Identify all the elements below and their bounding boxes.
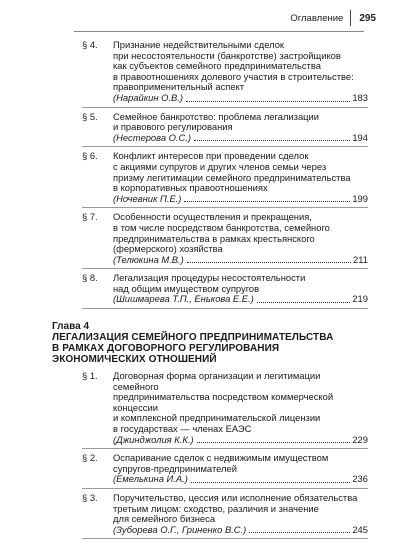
toc-entry[interactable] bbox=[0, 453, 410, 489]
header-section-title: Оглавление bbox=[290, 12, 344, 24]
toc-entry-author: (Шишмарева Т.П., Енькова Е.Е.) bbox=[113, 293, 254, 305]
toc-entry-title: Конфликт интересов при проведении сделок с акциями супругов и других членов семьи через призму легитимации семейного предпринимательства в корпоративных правоотношениях bbox=[113, 150, 351, 194]
toc-entry-number: § 2. bbox=[82, 452, 98, 464]
toc-entry-title: Оспаривание сделок с недвижимым имуществом супругов-предпринимателей bbox=[113, 452, 329, 474]
entry-divider bbox=[82, 308, 368, 309]
toc-entry[interactable] bbox=[0, 493, 410, 539]
toc-entry-author: (Нестерова О.С.) bbox=[113, 131, 192, 143]
dot-leader bbox=[249, 531, 350, 533]
toc-entry-number: § 6. bbox=[82, 150, 98, 162]
toc-entry-number: § 7. bbox=[82, 211, 98, 223]
toc-entry-body bbox=[113, 493, 368, 535]
entry-divider bbox=[82, 448, 368, 449]
toc-list-after bbox=[0, 371, 410, 539]
toc-entry-title: Особенности осуществления и прекращения, в том числе посредством банкротства, семейного предпринимательства в рамках крестьянского (фермерского) хозяйства bbox=[113, 211, 330, 255]
entry-divider bbox=[82, 488, 368, 489]
toc-entry-body bbox=[113, 40, 368, 104]
toc-entry-page: 245 bbox=[352, 523, 368, 535]
toc-entry-author: (Нарайкин О.В.) bbox=[113, 91, 184, 103]
entry-divider bbox=[82, 268, 368, 269]
toc-list-before bbox=[0, 40, 410, 309]
toc-entry-body bbox=[113, 151, 368, 204]
dot-leader bbox=[187, 261, 351, 263]
toc-entry-page: 211 bbox=[353, 253, 368, 265]
toc-entry[interactable] bbox=[0, 212, 410, 269]
toc-entry-body bbox=[113, 212, 368, 265]
dot-leader bbox=[257, 301, 351, 303]
chapter-title: ЛЕГАЛИЗАЦИЯ СЕМЕЙНОГО ПРЕДПРИНИМАТЕЛЬСТВА В РАМКАХ ДОГОВОРНОГО РЕГУЛИРОВАНИЯ ЭКОНОМИЧЕСКИХ ОТНОШЕНИЙ bbox=[52, 332, 334, 366]
dot-leader bbox=[191, 481, 351, 483]
toc-entry-page: 236 bbox=[352, 473, 368, 485]
toc-entry-page: 194 bbox=[352, 131, 368, 143]
toc-entry-author-line bbox=[113, 255, 368, 266]
entry-divider bbox=[82, 146, 368, 147]
running-header bbox=[290, 10, 376, 26]
toc-entry-number: § 4. bbox=[82, 39, 98, 50]
toc-entry-author-line bbox=[113, 435, 368, 446]
toc-entry[interactable] bbox=[0, 151, 410, 208]
toc-entry-author-line bbox=[113, 194, 368, 205]
toc-entry-body bbox=[113, 273, 368, 305]
toc-entry-author: (Ночевник П.Е.) bbox=[113, 192, 182, 204]
dot-leader bbox=[186, 100, 350, 102]
toc-entry-author-line bbox=[113, 133, 368, 144]
dot-leader bbox=[197, 441, 351, 443]
header-separator bbox=[350, 10, 351, 26]
toc-entry-title: Семейное банкротство: проблема легализации и правового регулирования bbox=[113, 110, 320, 133]
toc-entry-number: § 3. bbox=[82, 492, 98, 503]
toc-entry-number: § 8. bbox=[82, 272, 98, 284]
toc-entry-body bbox=[113, 371, 368, 445]
toc-entry[interactable] bbox=[0, 273, 410, 309]
toc-entry-title: Признание недействительными сделок при несостоятельности (банкротстве) застройщиков как субъектов семейного предпринимательства в правоотношениях долевого участия в строительстве: правоприменительный аспект bbox=[113, 39, 354, 93]
toc-entry-title: Легализация процедуры несостоятельности над общим имуществом супругов bbox=[113, 272, 306, 294]
toc-entry-body bbox=[113, 453, 368, 485]
chapter-heading bbox=[52, 321, 410, 365]
toc-entry-author: (Телюкина М.В.) bbox=[113, 253, 184, 265]
toc-entry-author: (Джинджолия К.К.) bbox=[113, 433, 194, 445]
dot-leader bbox=[184, 200, 350, 202]
header-page-number: 295 bbox=[359, 12, 376, 24]
toc-entry-author-line bbox=[113, 294, 368, 305]
toc-entry-number: § 5. bbox=[82, 110, 98, 122]
toc-entry-body bbox=[113, 112, 368, 144]
toc-entry-page: 199 bbox=[352, 192, 368, 204]
chapter-label: Глава 4 bbox=[52, 321, 90, 333]
entry-divider bbox=[82, 107, 368, 108]
toc-entry-page: 183 bbox=[352, 91, 368, 103]
toc-entry-author: (Зуборева О.Г., Гриненко В.С.) bbox=[113, 523, 247, 535]
toc-content bbox=[0, 40, 410, 543]
toc-entry-page: 219 bbox=[352, 293, 368, 305]
toc-entry-page: 229 bbox=[352, 433, 368, 445]
toc-entry[interactable] bbox=[0, 40, 410, 108]
toc-entry[interactable] bbox=[0, 112, 410, 148]
toc-entry-number: § 1. bbox=[82, 370, 98, 382]
toc-entry-author-line bbox=[113, 525, 368, 536]
dot-leader bbox=[194, 139, 350, 141]
entry-divider bbox=[82, 538, 368, 539]
entry-divider bbox=[82, 207, 368, 208]
toc-entry-author-line bbox=[113, 474, 368, 485]
toc-entry-title: Поручительство, цессия или исполнение обязательства третьим лицом: сходство, различия и значение для семейного бизнеса bbox=[113, 492, 358, 525]
toc-entry-author-line bbox=[113, 93, 368, 104]
toc-entry[interactable] bbox=[0, 371, 410, 449]
toc-entry-title: Договорная форма организации и легитимации семейного предпринимательства посредством коммерческой концессии и комплексной предпринимательской лицензии в государствах — членах ЕАЭС bbox=[113, 370, 334, 435]
header-rule bbox=[74, 31, 364, 32]
toc-entry-author: (Емелькина И.А.) bbox=[113, 473, 188, 485]
